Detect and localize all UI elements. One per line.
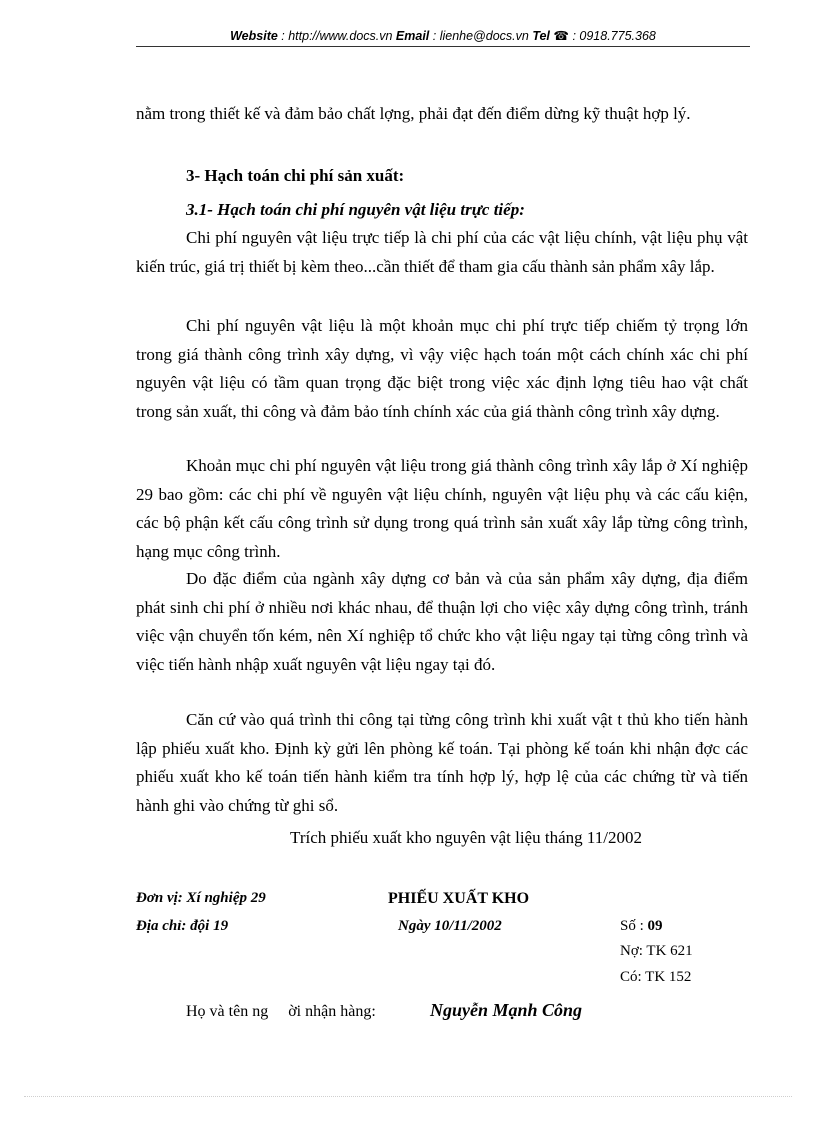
page-bottom-divider bbox=[24, 1096, 792, 1097]
form-credit-account: Có: TK 152 bbox=[620, 969, 692, 985]
tel-value: : 0918.775.368 bbox=[568, 29, 656, 43]
page-header bbox=[136, 28, 750, 43]
form-debit-account: Nợ: TK 621 bbox=[620, 943, 693, 959]
section-heading-3: 3- Hạch toán chi phí sản xuất: bbox=[186, 166, 405, 185]
website-label: Website bbox=[230, 29, 278, 43]
form-number-label: Số : bbox=[620, 918, 648, 934]
form-address: Địa chỉ: đội 19 bbox=[136, 918, 229, 934]
recipient-label: Họ và tên ng ời nhận hàng: bbox=[186, 1003, 376, 1020]
header-divider bbox=[136, 46, 750, 47]
form-date: Ngày 10/11/2002 bbox=[398, 918, 502, 934]
form-caption: Trích phiếu xuất kho nguyên vật liệu tháng 11/2002 bbox=[290, 828, 642, 847]
paragraph-2: Chi phí nguyên vật liệu là một khoản mục chi phí trực tiếp chiếm tỷ trọng lớn trong giá thành công trình xây dựng, vì vậy việc hạch toán một cách chính xác chi phí nguyên vật liệu có tầm quan trọng đặc biệt trong việc xác định lợng tiêu hao vật chất trong sản xuất, thi công và đảm bảo tính chính xác của giá thành công trình xây dựng. bbox=[136, 316, 748, 421]
email-label: Email bbox=[395, 29, 430, 43]
form-unit: Đơn vị: Xí nghiệp 29 bbox=[136, 890, 266, 906]
form-number-value: 09 bbox=[647, 918, 663, 934]
recipient-name: Nguyễn Mạnh Công bbox=[430, 1000, 583, 1020]
paragraph-3: Khoản mục chi phí nguyên vật liệu trong giá thành công trình xây lắp ở Xí nghiệp 29 bao gồm: các chi phí về nguyên vật liệu chính, nguyên vật liệu phụ và các cấu kiện, các bộ phận kết cấu công trình sử dụng trong quá trình sản xuất xây lắp từng công trình, hạng mục công trình. bbox=[136, 456, 748, 561]
paragraph-4: Do đặc điểm của ngành xây dựng cơ bản và của sản phẩm xây dựng, địa điểm phát sinh chi phí ở nhiều nơi khác nhau, để thuận lợi cho việc xây dựng công trình, tránh việc vận chuyển tốn kém, nên Xí nghiệp tổ chức kho vật liệu ngay tại từng công trình và việc tiến hành nhập xuất nguyên vật liệu ngay tại đó. bbox=[136, 569, 748, 674]
phone-icon: ☎ bbox=[553, 29, 569, 43]
form-number bbox=[620, 918, 663, 935]
paragraph-1: Chi phí nguyên vật liệu trực tiếp là chi phí của các vật liệu chính, vật liệu phụ vật kiến trúc, giá trị thiết bị kèm theo...cần thiết để tham gia cấu thành sản phẩm xây lắp. bbox=[136, 228, 748, 276]
website-value[interactable]: : http://www.docs.vn bbox=[277, 29, 396, 43]
email-value[interactable]: : lienhe@docs.vn bbox=[429, 29, 533, 43]
form-title: PHIẾU XUẤT KHO bbox=[388, 890, 530, 907]
tel-label: Tel bbox=[532, 29, 550, 43]
section-heading-3-1: 3.1- Hạch toán chi phí nguyên vật liệu trực tiếp: bbox=[186, 200, 525, 219]
paragraph-5: Căn cứ vào quá trình thi công tại từng công trình khi xuất vật t thủ kho tiến hành lập phiếu xuất kho. Định kỳ gửi lên phòng kế toán. Tại phòng kế toán khi nhận đợc các phiếu xuất kho kế toán tiến hành kiểm tra tính hợp lý, hợp lệ của các chứng từ và tiến hành ghi vào chứng từ ghi sổ. bbox=[136, 710, 748, 815]
paragraph-intro: nằm trong thiết kế và đảm bảo chất lợng, phải đạt đến điểm dừng kỹ thuật hợp lý. bbox=[136, 104, 691, 123]
